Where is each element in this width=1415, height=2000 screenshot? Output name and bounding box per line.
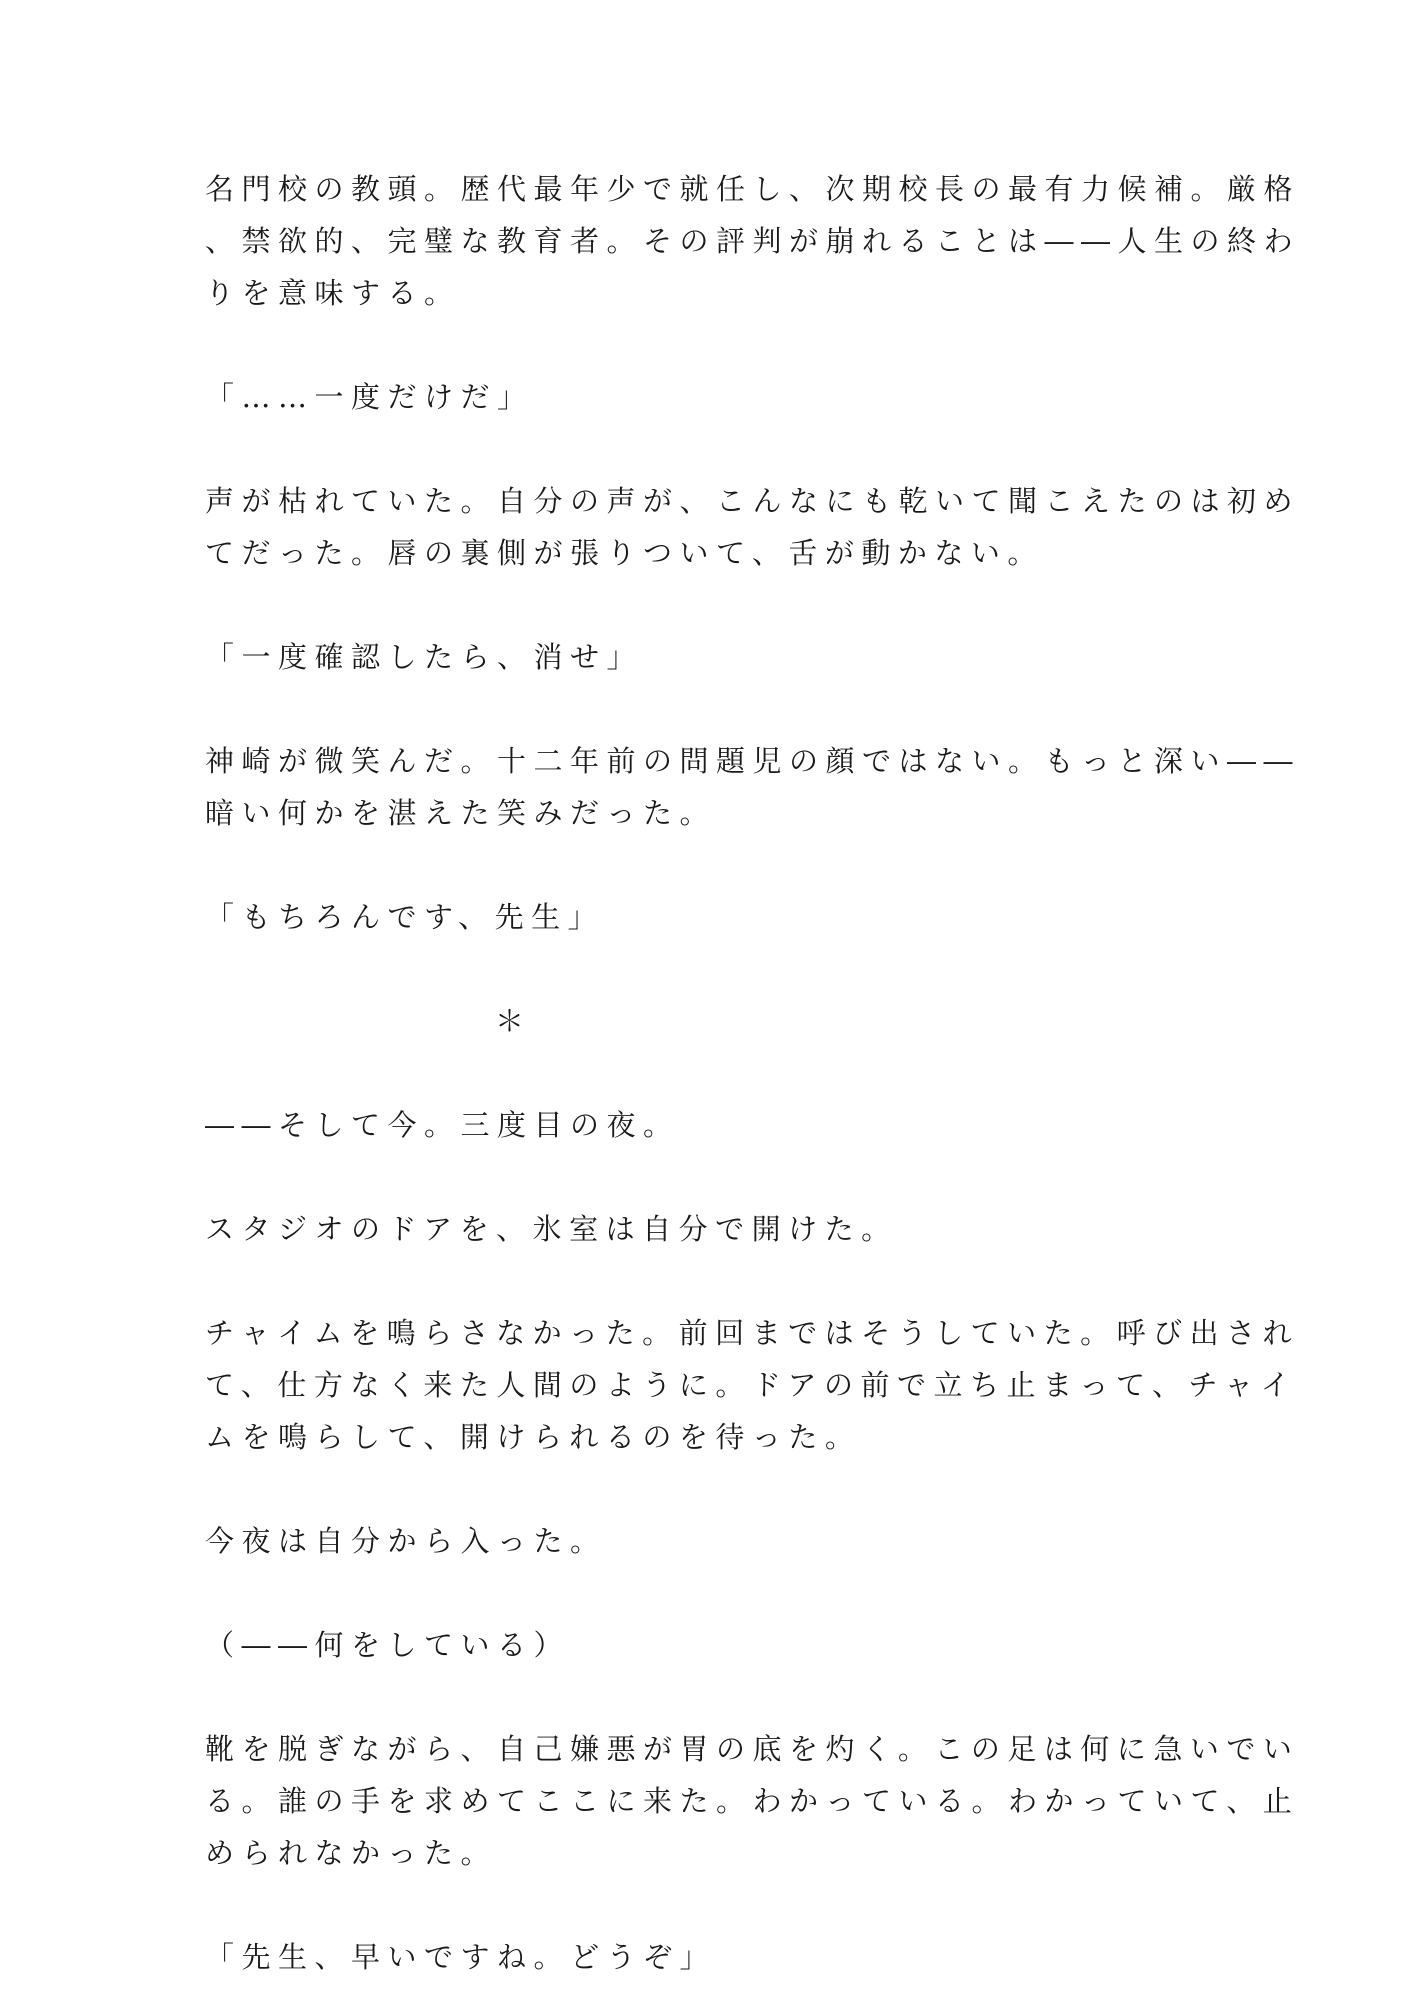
scene-break-asterisk: ＊ xyxy=(495,1004,532,1038)
paragraph xyxy=(205,1307,1300,1463)
text-line: 、禁欲的、完璧な教育者。その評判が崩れることは――人生の終わ xyxy=(205,224,1301,258)
body-text xyxy=(205,163,1301,1983)
paragraph xyxy=(205,371,1225,423)
text-line: りを意味する。 xyxy=(205,276,461,310)
text-line: る。誰の手を求めてここに来た。わかっている。わかっていて、止 xyxy=(205,1784,1300,1818)
paragraph-gap xyxy=(205,579,1225,631)
paragraph xyxy=(205,631,1225,683)
paragraph-gap xyxy=(205,1151,1225,1203)
paragraph-gap xyxy=(205,1671,1225,1723)
text-line: 暗い何かを湛えた笑みだった。 xyxy=(205,796,717,830)
text-line: スタジオのドアを、氷室は自分で開けた。 xyxy=(205,1212,898,1246)
paragraph xyxy=(205,1203,1225,1255)
text-line: 「先生、早いですね。どうぞ」 xyxy=(205,1940,717,1974)
paragraph xyxy=(205,475,1301,579)
text-line: （――何をしている） xyxy=(205,1628,571,1662)
paragraph xyxy=(205,163,1301,319)
paragraph-gap xyxy=(205,1567,1225,1619)
text-line: 「もちろんです、先生」 xyxy=(205,900,605,934)
paragraph xyxy=(205,1931,1225,1983)
paragraph xyxy=(205,891,1225,943)
text-line: チャイムを鳴らさなかった。前回まではそうしていた。呼び出され xyxy=(205,1316,1300,1350)
text-line: 「……一度だけだ」 xyxy=(205,380,534,414)
paragraph xyxy=(205,1515,1225,1567)
text-line: てだった。唇の裏側が張りついて、舌が動かない。 xyxy=(205,536,1044,570)
text-line: 声が枯れていた。自分の声が、こんなにも乾いて聞こえたのは初め xyxy=(205,484,1301,518)
text-line: ムを鳴らして、開けられるのを待った。 xyxy=(205,1420,862,1454)
paragraph xyxy=(205,735,1301,839)
text-line: 名門校の教頭。歴代最年少で就任し、次期校長の最有力候補。厳格 xyxy=(205,172,1301,206)
paragraph xyxy=(205,1619,1225,1671)
paragraph-gap xyxy=(205,683,1225,735)
paragraph-gap xyxy=(205,1463,1225,1515)
paragraph-gap xyxy=(205,943,1225,995)
paragraph xyxy=(205,1723,1300,1879)
text-line: ――そして今。三度目の夜。 xyxy=(205,1108,680,1142)
paragraph-gap xyxy=(205,423,1225,475)
paragraph xyxy=(205,1099,1225,1151)
text-line: て、仕方なく来た人間のように。ドアの前で立ち止まって、チャイ xyxy=(205,1368,1298,1402)
paragraph-gap xyxy=(205,319,1225,371)
paragraph-gap xyxy=(205,839,1225,891)
text-line: 靴を脱ぎながら、自己嫌悪が胃の底を灼く。この足は何に急いでい xyxy=(205,1732,1300,1766)
paragraph-gap xyxy=(205,1255,1225,1307)
text-line: められなかった。 xyxy=(205,1836,498,1870)
paragraph-gap xyxy=(205,1047,1225,1099)
paragraph-gap xyxy=(205,1879,1225,1931)
text-line: 神崎が微笑んだ。十二年前の問題児の顔ではない。もっと深い―― xyxy=(205,744,1301,778)
text-line: 今夜は自分から入った。 xyxy=(205,1524,607,1558)
text-line: 「一度確認したら、消せ」 xyxy=(205,640,644,674)
